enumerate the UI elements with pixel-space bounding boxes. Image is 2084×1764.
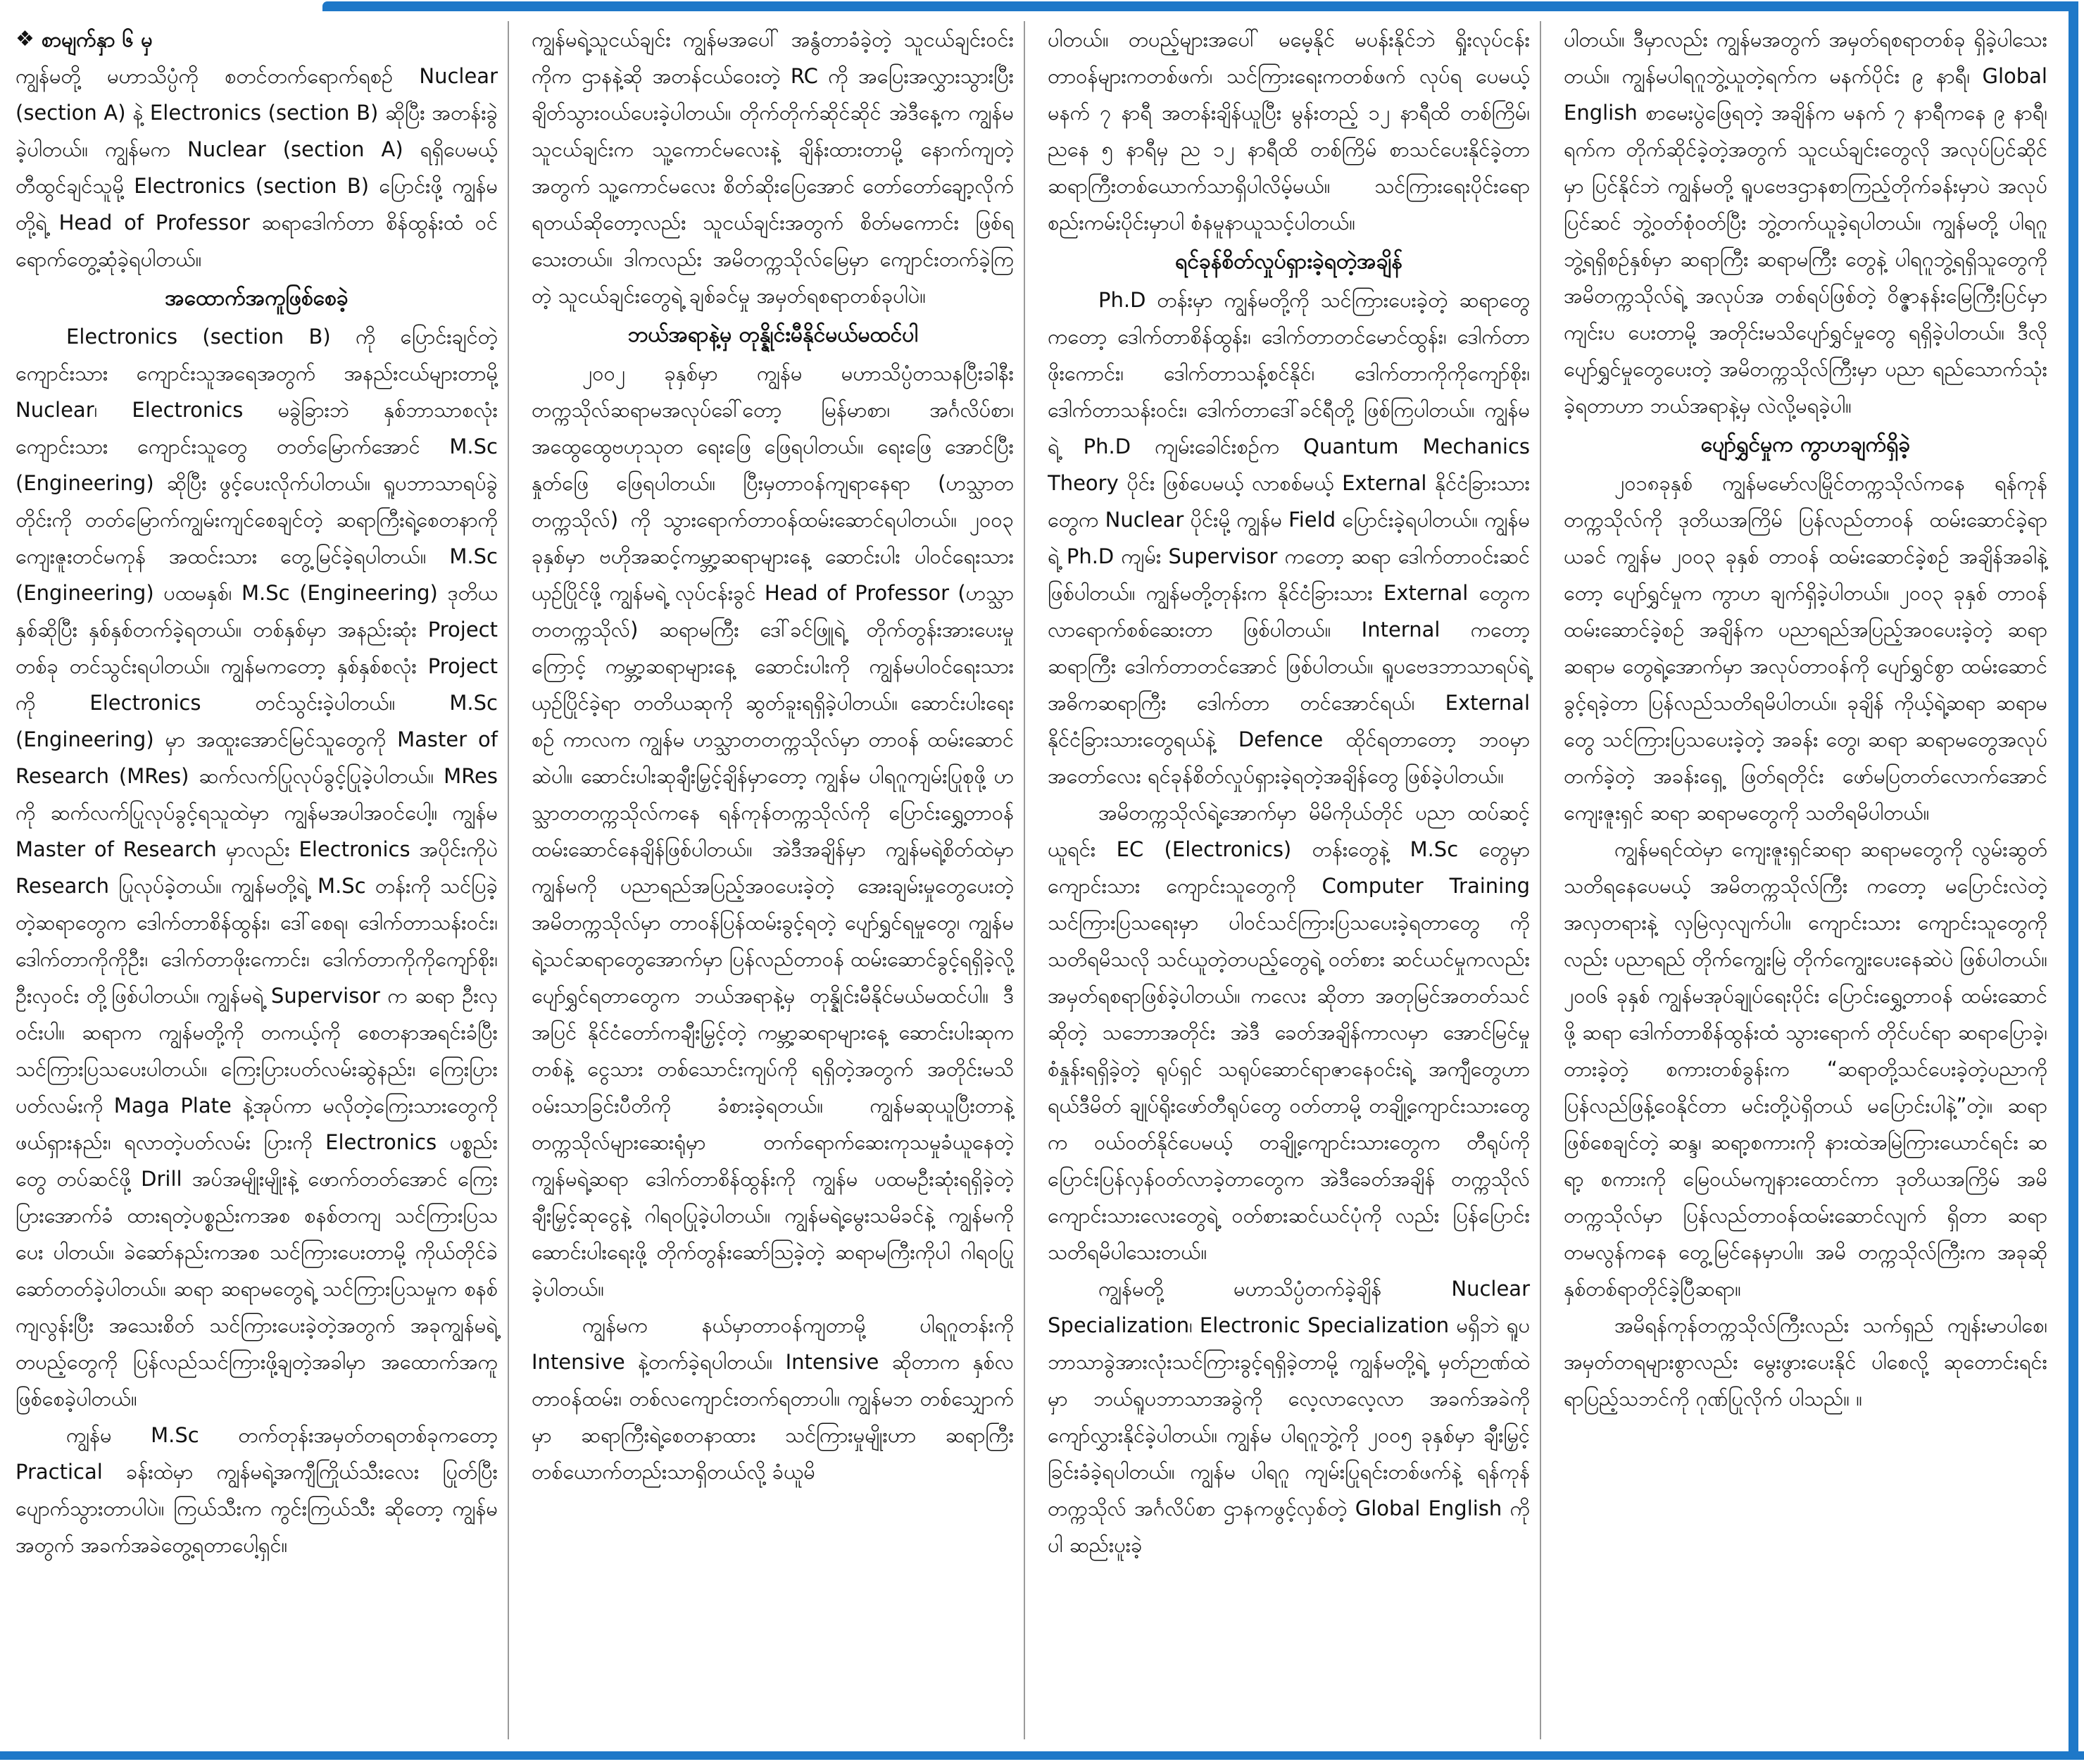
column-3 — [1048, 21, 1541, 1739]
continued-from-text: စာမျက်နှာ ၆ မှ — [41, 27, 153, 51]
continued-from-label — [15, 21, 498, 58]
paragraph: ကျွန်မတို့ မဟာသိပ္ပံကို စတင်တက်ရောက်ရစဉ် Nuclear (section A) နဲ့ Electronics (section B) ဆိုပြီး အတန်းခွဲခဲ့ပါတယ်။ ကျွန်မက Nuclear (section A) ရရှိပေမယ့် တီထွင်ချင်သူမို့ Electronics (section B) ပြောင်းဖို့ ကျွန်မတို့ရဲ့ Head of Professor ဆရာဒေါက်တာ စိန်ထွန်းထံ ဝင်ရောက်တွေ့ဆုံခဲ့ရပါတယ်။ — [15, 64, 498, 271]
column-4 — [1564, 21, 2057, 1739]
paragraph: ၂၀၀၂ ခုနှစ်မှာ ကျွန်မ မဟာသိပ္ပံတသနပြီးခါနီး တက္ကသိုလ်ဆရာမအလုပ်ခေါ်တော့ မြန်မာစာ၊ အင်္ဂလိပ်စာ၊ အထွေထွေဗဟုသုတ ရေးဖြေ ဖြေရပါတယ်။ ရေးဖြေ အောင်ပြီး နှုတ်ဖြေ ဖြေရပါတယ်။ ပြီးမှတာဝန်ကျရာနေရာ (ဟသ္သာတတက္ကသိုလ်) ကို သွားရောက်တာဝန်ထမ်းဆောင်ရပါတယ်။ ၂၀၀၃ ခုနှစ်မှာ ဗဟိုအဆင့်ကမ္ဘာ့ဆရာများနေ့ ဆောင်းပါး ပါဝင်ရေးသားယှဉ်ပြိုင်ဖို့ ကျွန်မရဲ့ လုပ်ငန်းခွင် Head of Professor (ဟသ္သာတတက္ကသိုလ်) ဆရာမကြီး ဒေါ်ခင်ဖြူရဲ့ တိုက်တွန်းအားပေးမှုကြောင့် ကမ္ဘာ့ဆရာများနေ့ ဆောင်းပါးကို ကျွန်မပါဝင်ရေးသားယှဉ်ပြိုင်ခဲ့ရာ တတိယဆုကို ဆွတ်ခူးရရှိခဲ့ပါတယ်။ ဆောင်းပါးရေးစဉ် ကာလက ကျွန်မ ဟသ္သာတတက္ကသိုလ်မှာ တာဝန် ထမ်းဆောင်ဆဲပါ။ ဆောင်းပါးဆုချီးမြှင့်ချိန်မှာတော့ ကျွန်မ ပါရဂူကျမ်းပြုစုဖို့ ဟသ္သာတတက္ကသိုလ်ကနေ ရန်ကုန်တက္ကသိုလ်ကို ပြောင်းရွှေ့တာဝန်ထမ်းဆောင်နေချိန်ဖြစ်ပါတယ်။ အဲဒီအချိန်မှာ ကျွန်မရဲ့စိတ်ထဲမှာ ကျွန်မကို ပညာရည်အပြည့်အဝပေးခဲ့တဲ့ အေးချမ်းမှုတွေပေးတဲ့ အမိတက္ကသိုလ်မှာ တာဝန်ပြန်ထမ်းခွင့်ရတဲ့ ပျော်ရွှင်ရမှုတွေ၊ ကျွန်မရဲ့သင်ဆရာတွေအောက်မှာ ပြန်လည်တာဝန် ထမ်းဆောင်ခွင့်ရရှိခဲ့လို့ ပျော်ရွှင်ရတာတွေက ဘယ်အရာနဲ့မှ တုန္နိုင်းမီနိုင်မယ်မထင်ပါ။ ဒီအပြင် နိုင်ငံတော်ကချီးမြှင့်တဲ့ ကမ္ဘာ့ဆရာများနေ့ ဆောင်းပါးဆုကတစ်နဲ့ ငွေသား တစ်သောင်းကျပ်ကို ရရှိတဲ့အတွက် အတိုင်းမသိ ဝမ်းသာခြင်းပီတိကို ခံစားခဲ့ရတယ်။ ကျွန်မဆုယူပြီးတာနဲ့ တက္ကသိုလ်များဆေးရုံမှာ တက်ရောက်ဆေးကုသမှုခံယူနေတဲ့ ကျွန်မရဲ့ဆရာ ဒေါက်တာစိန်ထွန်းကို ကျွန်မ ပထမဦးဆုံးရရှိခဲ့တဲ့ ချီးမြှင့်ဆုငွေနဲ့ ဂါရဝပြုခဲ့ပါတယ်။ ကျွန်မရဲ့မွေးသမိခင်နဲ့ ကျွန်မကို ဆောင်းပါးရေးဖို့ တိုက်တွန်းဆော်ဩခဲ့တဲ့ ဆရာမကြီးကိုပါ ဂါရဝပြုခဲ့ပါတယ်။ — [532, 361, 1014, 1301]
paragraph: ၂၀၁၈ခုနှစ် ကျွန်မမော်လမြိုင်တက္ကသိုလ်ကနေ ရန်ကုန်တက္ကသိုလ်ကို ဒုတိယအကြိမ် ပြန်လည်တာဝန် ထမ်းဆောင်ခဲ့ရာ ယခင် ကျွန်မ ၂၀၀၃ ခုနှစ် တာဝန် ထမ်းဆောင်ခဲ့စဉ် အချိန်အခါနဲ့တော့ ပျော်ရွှင်မှုက ကွာဟ ချက်ရှိခဲ့ပါတယ်။ ၂၀၀၃ ခုနှစ် တာဝန်ထမ်းဆောင်ခဲ့စဉ် အချိန်က ပညာရည်အပြည့်အဝပေးခဲ့တဲ့ ဆရာ ဆရာမ တွေရဲ့အောက်မှာ အလုပ်တာဝန်ကို ပျော်ရွှင်စွာ ထမ်းဆောင်ခွင့်ရခဲ့တာ ပြန်လည်သတိရမိပါတယ်။ ခုချိန် ကိုယ့်ရဲ့ဆရာ ဆရာမတွေ သင်ကြားပြသပေးခဲ့တဲ့ အခန်း တွေ၊ ဆရာ ဆရာမတွေအလုပ်တက်ခဲ့တဲ့ အခန်းရှေ့ ဖြတ်ရတိုင်း ဖော်မပြတတ်လောက်အောင် ကျေးဇူးရှင် ဆရာ ဆရာမတွေကို သတိရမိပါတယ်။ — [1564, 471, 2047, 825]
paragraph: ပါတယ်။ တပည့်များအပေါ် မမေ့နိုင် မပန်းနိုင်ဘဲ ရှိုးလုပ်ငန်း တာဝန်များကတစ်ဖက်၊ သင်ကြားရေးကတစ်ဖက် လုပ်ရ ပေမယ့် မနက် ၇ နာရီ အတန်းချိန်ယူပြီး မွန်းတည့် ၁၂ နာရီထိ တစ်ကြိမ်၊ ညနေ ၅ နာရီမှ ည ၁၂ နာရီထိ တစ်ကြိမ် စာသင်ပေးနိုင်ခဲ့တာ ဆရာကြီးတစ်ယောက်သာရှိပါလိမ့်မယ်။ သင်ကြားရေးပိုင်းရော စည်းကမ်းပိုင်းမှာပါ စံနမူနာယူသင့်ပါတယ်။ — [1048, 27, 1530, 234]
column-2 — [532, 21, 1025, 1739]
paragraph: ကျွန်မရင်ထဲမှာ ကျေးဇူးရှင်ဆရာ ဆရာမတွေကို လွမ်းဆွတ်သတိရနေပေမယ့် အမိတက္ကသိုလ်ကြီး ကတော့ မပြောင်းလဲတဲ့အလှတရားနဲ့ လှမြဲလှလျက်ပါ။ ကျောင်းသား ကျောင်းသူတွေကိုလည်း ပညာရည် တိုက်ကျွေးမြဲ တိုက်ကျွေးပေးနေဆဲပဲ ဖြစ်ပါတယ်။ ၂၀၀၆ ခုနှစ် ကျွန်မအုပ်ချုပ်ရေးပိုင်း ပြောင်းရွှေ့တာဝန် ထမ်းဆောင်ဖို့ ဆရာ ဒေါက်တာစိန်ထွန်းထံ သွားရောက် တိုင်ပင်ရာ ဆရာပြောခဲ့၊ တားခဲ့တဲ့ စကားတစ်ခွန်းက “ဆရာတို့သင်ပေးခဲ့တဲ့ပညာကို ပြန်လည်ဖြန့်ဝေနိုင်တာ မင်းတို့ပဲရှိတယ် မပြောင်းပါနဲ့”တဲ့။ ဆရာဖြစ်စေချင်တဲ့ ဆန္ဒ၊ ဆရာ့စကားကို နားထဲအမြဲကြားယောင်ရင်း ဆရာ့ စကားကို မြေဝယ်မကျနားထောင်ကာ ဒုတိယအကြိမ် အမိတက္ကသိုလ်မှာ ပြန်လည်တာဝန်ထမ်းဆောင်လျက် ရှိတာ ဆရာတမလွန်ကနေ တွေ့မြင်နေမှာပါ။ အမိ တက္ကသိုလ်ကြီးက အခုဆို နှစ်တစ်ရာတိုင်ခဲ့ပြီဆရာ။ — [1564, 837, 2047, 1301]
diamond-icon: ❖ — [15, 27, 34, 51]
article-columns — [15, 21, 2057, 1739]
article-end-mark: ။ — [1856, 1387, 1867, 1410]
paragraph: ကျွန်မက နယ်မှာတာဝန်ကျတာမို့ ပါရဂူတန်းကို Intensive နဲ့တက်ခဲ့ရပါတယ်။ Intensive ဆိုတာက နှစ်လ တာဝန်ထမ်း၊ တစ်လကျောင်းတက်ရတာပါ။ ကျွန်မဘ တစ်သျှောက်မှာ ဆရာကြီးရဲ့စေတနာထား သင်ကြားမှုမျိုးဟာ ဆရာကြီးတစ်ယောက်တည်းသာရှိတယ်လို့ ခံယူမိ — [532, 1313, 1014, 1484]
paragraph: ကျွန်မတို့ မဟာသိပ္ပံတက်ခဲ့ချိန် Nuclear Specialization၊ Electronic Specialization မရှိဘဲ ရူပ ဘာသာခွဲအားလုံးသင်ကြားခွင့်ရရှိခဲ့တာမို့ ကျွန်မတို့ရဲ့ မှတ်ဉာဏ်ထဲမှာ ဘယ်ရူပဘာသာအခွဲကို လေ့လာလေ့လာ အခက်အခဲကို ကျော်လွှားနိုင်ခဲ့ပါတယ်။ ကျွန်မ ပါရဂူဘွဲ့ကို ၂၀၀၅ ခုနှစ်မှာ ချီးမြှင့်ခြင်းခံခဲ့ရပါတယ်။ ကျွန်မ ပါရဂူ ကျမ်းပြုရင်းတစ်ဖက်နဲ့ ရန်ကုန်တက္ကသိုလ် အင်္ဂလိပ်စာ ဌာနကဖွင့်လှစ်တဲ့ Global English ကိုပါ ဆည်းပူးခဲ့ — [1048, 1277, 1530, 1557]
section-heading: ရင်ခုန်စိတ်လှုပ်ရှားခဲ့ရတဲ့အချိန် — [1175, 249, 1402, 274]
paragraph: အမိတက္ကသိုလ်ရဲ့အောက်မှာ မိမိကိုယ်တိုင် ပညာ ထပ်ဆင့်ယူရင်း EC (Electronics) တန်းတွေနဲ့ M.Sc တွေမှာ ကျောင်းသား ကျောင်းသူတွေကို Computer Training သင်ကြားပြသရေးမှာ ပါဝင်သင်ကြားပြသပေးခဲ့ရတာတွေ ကို သတိရမိသလို သင်ယူတဲ့တပည့်တွေရဲ့ ဝတ်စား ဆင်ယင်မှုကလည်း အမှတ်ရစရာဖြစ်ခဲ့ပါတယ်။ ကလေး ဆိုတာ အတုမြင်အတတ်သင်ဆိုတဲ့ သဘောအတိုင်း အဲဒီ ခေတ်အချိန်ကာလမှာ အောင်မြင်မှုစံနှုန်းရရှိခဲ့တဲ့ ရုပ်ရှင် သရုပ်ဆောင်ရာဇာနေဝင်းရဲ့ အကျီတွေဟာ ရယ်ဒီမိတ် ချုပ်ရိုးဖော်တီရုပ်တွေ ဝတ်တာမို့ တချို့ကျောင်းသားတွေက ဝယ်ဝတ်နိုင်ပေမယ့် တချို့ကျောင်းသားတွေက တီရုပ်ကို ပြောင်းပြန်လှန်ဝတ်လာခဲ့တာတွေက အဲဒီခေတ်အချိန် တက္ကသိုလ်ကျောင်းသားလေးတွေရဲ့ ဝတ်စားဆင်ယင်ပုံကို လည်း ပြန်ပြောင်းသတိရမိပါသေးတယ်။ — [1048, 801, 1530, 1264]
blue-frame-top — [322, 1, 2076, 11]
paragraph: ပါတယ်။ ဒီမှာလည်း ကျွန်မအတွက် အမှတ်ရစရာတစ်ခု ရှိခဲ့ပါသေးတယ်။ ကျွန်မပါရဂူဘွဲ့ယူတဲ့ရက်က မနက်ပိုင်း ၉ နာရီ၊ Global English စာမေးပွဲဖြေရတဲ့ အချိန်က မနက် ၇ နာရီကနေ ၉ နာရီ၊ ရက်က တိုက်ဆိုင်ခဲ့တဲ့အတွက် သူငယ်ချင်းတွေလို အလုပ်ပြင်ဆိုင်မှာ ပြင်နိုင်ဘဲ ကျွန်မတို့ ရူပဗေဒဌာနစာကြည့်တိုက်ခန်းမှာပဲ အလုပ်ပြင်ဆင် ဘွဲ့ဝတ်စုံဝတ်ပြီး ဘွဲ့တက်ယူခဲ့ရပါတယ်။ ကျွန်မတို့ ပါရဂူဘွဲ့ရရှိစဉ်နှစ်မှာ ဆရာကြီး ဆရာမကြီး တွေနဲ့ ပါရဂူဘွဲ့ရရှိသူတွေကို အမိတက္ကသိုလ်ရဲ့ အလုပ်အ တစ်ရပ်ဖြစ်တဲ့ ဝိဇ္ဇာနန်းမြေကြီးပြင်မှာ ကျင်းပ ပေးတာမို့ အတိုင်းမသိပျော်ရွှင်မှုတွေ ရရှိခဲ့ပါတယ်။ ဒီလိုပျော်ရွှင်မှုတွေပေးတဲ့ အမိတက္ကသိုလ်ကြီးမှာ ပညာ ရည်သောက်သုံးခဲ့ရတာဟာ ဘယ်အရာနဲ့မှ လဲလို့မရခဲ့ပါ။ — [1564, 27, 2047, 418]
blue-frame-right — [2069, 1, 2078, 1758]
column-1 — [15, 21, 509, 1739]
paragraph: ကျွန်မရဲ့သူငယ်ချင်း ကျွန်မအပေါ် အနွံတာခံခဲ့တဲ့ သူငယ်ချင်းဝင်းကိုက ဌာနနဲ့ဆို အတန်ငယ်ဝေးတဲ့ RC ကို အပြေးအလွှားသွားပြီး ချိတ်သွားဝယ်ပေးခဲ့ပါတယ်။ တိုက်တိုက်ဆိုင်ဆိုင် အဲဒီနေ့က ကျွန်မသူငယ်ချင်းက သူ့ကောင်မလေးနဲ့ ချိန်းထားတာမို့ နောက်ကျတဲ့အတွက် သူ့ကောင်မလေး စိတ်ဆိုးပြေအောင် တော်တော်ချော့လိုက်ရတယ်ဆိုတော့လည်း သူငယ်ချင်းအတွက် စိတ်မကောင်း ဖြစ်ရသေးတယ်။ ဒါကလည်း အမိတက္ကသိုလ်မြေမှာ ကျောင်းတက်ခဲ့ကြတဲ့ သူငယ်ချင်းတွေရဲ့ ချစ်ခင်မှု အမှတ်ရစရာတစ်ခုပါပဲ။ — [532, 27, 1014, 308]
paragraph: ကျွန်မ M.Sc တက်တုန်းအမှတ်တရတစ်ခုကတော့ Practical ခန်းထဲမှာ ကျွန်မရဲ့အကျီကြိုယ်သီးလေး ပြုတ်ပြီး ပျောက်သွားတာပါပဲ။ ကြယ်သီးက ကွင်းကြယ်သီး ဆိုတော့ ကျွန်မအတွက် အခက်အခဲတွေ့ရတာပေါ့ရှင်။ — [15, 1423, 498, 1557]
section-heading: ပျော်ရွှင်မှုက ကွာဟချက်ရှိခဲ့ — [1700, 432, 1911, 457]
paragraph: အမိရန်ကုန်တက္ကသိုလ်ကြီးလည်း သက်ရှည် ကျန်းမာပါစေ၊ အမှတ်တရများစွာလည်း မွေးဖွားပေးနိုင် ပါစေလို့ ဆုတောင်းရင်း ရာပြည့်သဘင်ကို ဂုဏ်ပြုလိုက် ပါသည်။ ။ — [1564, 1313, 2047, 1410]
section-heading: ဘယ်အရာနဲ့မှ တုန္နိုင်းမီနိုင်မယ်မထင်ပါ — [627, 323, 918, 347]
blue-frame-bottom — [0, 1751, 2084, 1760]
section-heading: အထောက်အကူဖြစ်စေခဲ့ — [165, 286, 349, 311]
paragraph: Electronics (section B) ကို ပြောင်းချင်တဲ့ ကျောင်းသား ကျောင်းသူအရေအတွက် အနည်းငယ်များတာမို့ Nuclear၊ Electronics မခွဲခြားဘဲ နှစ်ဘာသာစလုံး ကျောင်းသား ကျောင်းသူတွေ တတ်မြောက်အောင် M.Sc (Engineering) ဆိုပြီး ဖွင့်ပေးလိုက်ပါတယ်။ ရူပဘာသာရပ်ခွဲတိုင်းကို တတ်မြောက်ကျွမ်းကျင်စေချင်တဲ့ ဆရာကြီးရဲ့စေတနာကို ကျေးဇူးတင်မကုန် အထင်းသား တွေ့မြင်ခဲ့ရပါတယ်။ M.Sc (Engineering) ပထမနှစ်၊ M.Sc (Engineering) ဒုတိယနှစ်ဆိုပြီး နှစ်နှစ်တက်ခဲ့ရတယ်။ တစ်နှစ်မှာ အနည်းဆုံး Project တစ်ခု တင်သွင်းရပါတယ်။ ကျွန်မကတော့ နှစ်နှစ်စလုံး Project ကို Electronics တင်သွင်းခဲ့ပါတယ်။ M.Sc (Engineering) မှာ အထူးအောင်မြင်သူတွေကို Master of Research (MRes) ဆက်လက်ပြုလုပ်ခွင့်ပြုခဲ့ပါတယ်။ MRes ကို ဆက်လက်ပြုလုပ်ခွင့်ရသူထဲမှာ ကျွန်မအပါအဝင်ပေါ့။ ကျွန်မ Master of Research မှာလည်း Electronics အပိုင်းကိုပဲ Research ပြုလုပ်ခဲ့တယ်။ ကျွန်မတို့ရဲ့ M.Sc တန်းကို သင်ပြခဲ့တဲ့ဆရာတွေက ဒေါက်တာစိန်ထွန်း၊ ဒေါ်စေရ၊ ဒေါက်တာသန်းဝင်း၊ ဒေါက်တာကိုကိုဦး၊ ဒေါက်တာဖိုးကောင်း၊ ဒေါက်တာကိုကိုကျော်စိုး၊ ဦးလှဝင်း တို့ဖြစ်ပါတယ်။ ကျွန်မရဲ့ Supervisor က ဆရာ ဦးလှဝင်းပါ။ ဆရာက ကျွန်မတို့ကို တကယ့်ကို စေတနာအရင်းခံပြီး သင်ကြားပြသပေးပါတယ်။ ကြေးပြားပတ်လမ်းဆွဲနည်း၊ ကြေးပြားပတ်လမ်းကို Maga Plate နဲ့အုပ်ကာ မလိုတဲ့ကြေးသားတွေကိုဖယ်ရှားနည်း၊ ရလာတဲ့ပတ်လမ်း ပြားကို Electronics ပစ္စည်းတွေ တပ်ဆင်ဖို့ Drill အပ်အမျိုးမျိုးနဲ့ ဖောက်တတ်အောင် ကြေးပြားအောက်ခံ ထားရတဲ့ပစ္စည်းကအစ စနစ်တကျ သင်ကြားပြသပေး ပါတယ်။ ခဲဆော်နည်းကအစ သင်ကြားပေးတာမို့ ကိုယ်တိုင်ခဲဆော်တတ်ခဲ့ပါတယ်။ ဆရာ ဆရာမတွေရဲ့ သင်ကြားပြသမှုက စနစ်ကျလွန်းပြီး အသေးစိတ် သင်ကြားပေးခဲ့တဲ့အတွက် အခုကျွန်မရဲ့ တပည့်တွေကို ပြန်လည်သင်ကြားဖို့ချတဲ့အခါမှာ အထောက်အကူ ဖြစ်စေခဲ့ပါတယ်။ — [15, 325, 498, 1410]
paragraph: Ph.D တန်းမှာ ကျွန်မတို့ကို သင်ကြားပေးခဲ့တဲ့ ဆရာတွေကတော့ ဒေါက်တာစိန်ထွန်း၊ ဒေါက်တာတင်မောင်ထွန်း၊ ဒေါက်တာဖိုးကောင်း၊ ဒေါက်တာသန့်စင်နိုင်၊ ဒေါက်တာကိုကိုကျော်စိုး၊ ဒေါက်တာသန်းဝင်း၊ ဒေါက်တာဒေါ်ခင်ရီတို့ ဖြစ်ကြပါတယ်။ ကျွန်မရဲ့ Ph.D ကျမ်းခေါင်းစဉ်က Quantum Mechanics Theory ပိုင်း ဖြစ်ပေမယ့် လာစစ်မယ့် External နိုင်ငံခြားသားတွေက Nuclear ပိုင်းမို့ ကျွန်မ Field ပြောင်းခဲ့ရပါတယ်။ ကျွန်မရဲ့ Ph.D ကျမ်း Supervisor ကတော့ ဆရာ ဒေါက်တာဝင်းဆင်ဖြစ်ပါတယ်။ ကျွန်မတို့တုန်းက နိုင်ငံခြားသား External တွေက လာရောက်စစ်ဆေးတာ ဖြစ်ပါတယ်။ Internal ကတော့ ဆရာကြီး ဒေါက်တာတင်အောင် ဖြစ်ပါတယ်။ ရူပဗေဒဘာသာရပ်ရဲ့ အဓိကဆရာကြီး ဒေါက်တာ တင်အောင်ရယ်၊ External နိုင်ငံခြားသားတွေရယ်နဲ့ Defence ထိုင်ရတာတော့ ဘဝမှာအတော်လေး ရင်ခုန်စိတ်လှုပ်ရှားခဲ့ရတဲ့အချိန်တွေ ဖြစ်ခဲ့ပါတယ်။ — [1048, 288, 1530, 788]
